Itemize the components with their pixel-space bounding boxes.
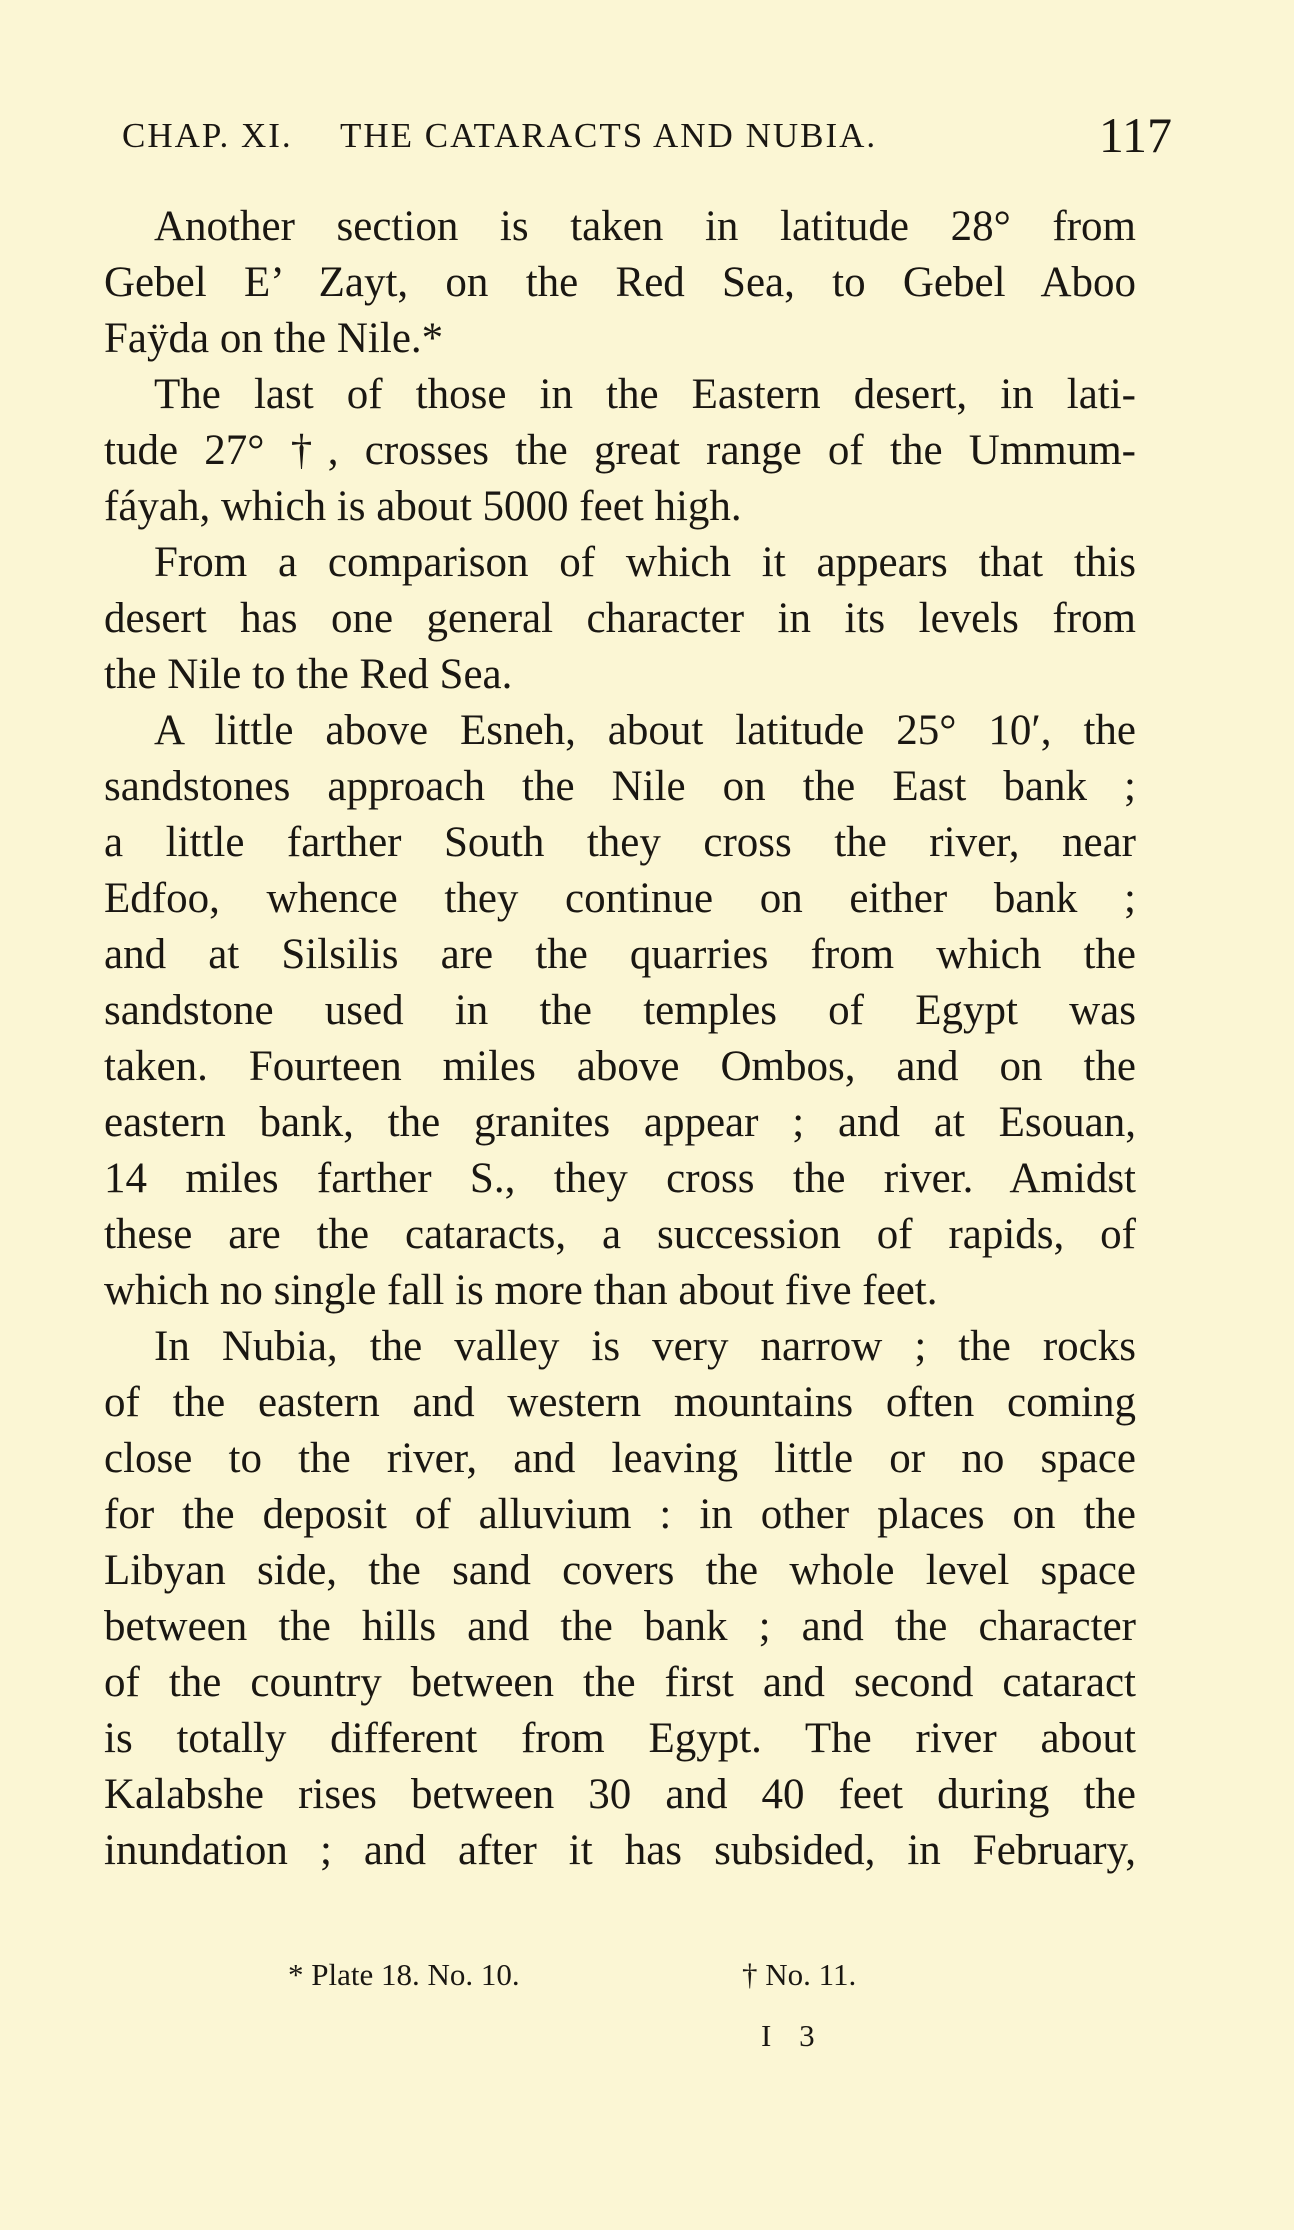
text-line: eastern bank, the granites appear ; and at Esouan, xyxy=(104,1099,1136,1146)
text-line: Gebel E’ Zayt, on the Red Sea, to Gebel Aboo xyxy=(104,259,1136,306)
text-line: In Nubia, the valley is very narrow ; the rocks xyxy=(154,1323,1136,1370)
text-line: inundation ; and after it has subsided, in February, xyxy=(104,1827,1136,1874)
text-line: of the eastern and western mountains often coming xyxy=(104,1379,1136,1426)
text-line: taken. Fourteen miles above Ombos, and on the xyxy=(104,1043,1136,1090)
text-line: of the country between the first and second cataract xyxy=(104,1659,1136,1706)
text-line: and at Silsilis are the quarries from which the xyxy=(104,931,1136,978)
text-line: desert has one general character in its levels from xyxy=(104,595,1136,642)
text-line: is totally different from Egypt. The river about xyxy=(104,1715,1136,1762)
text-line: 14 miles farther S., they cross the river. Amidst xyxy=(104,1155,1136,1202)
text-line: which no single fall is more than about five feet. xyxy=(104,1267,938,1314)
text-line: Edfoo, whence they continue on either bank ; xyxy=(104,875,1136,922)
footnotes xyxy=(0,1957,1294,2007)
text-line: between the hills and the bank ; and the character xyxy=(104,1603,1136,1650)
page-number: 117 xyxy=(1098,107,1172,163)
text-line: the Nile to the Red Sea. xyxy=(104,651,513,698)
text-line: a little farther South they cross the river, near xyxy=(104,819,1136,866)
text-line: close to the river, and leaving little or no space xyxy=(104,1435,1136,1482)
text-line: Faÿda on the Nile.* xyxy=(104,315,444,362)
signature-mark: I 3 xyxy=(761,2018,825,2053)
text-line: sandstone used in the temples of Egypt was xyxy=(104,987,1136,1034)
text-line: fáyah, which is about 5000 feet high. xyxy=(104,483,742,530)
text-line: Another section is taken in latitude 28° from xyxy=(154,203,1136,250)
text-line: Kalabshe rises between 30 and 40 feet during the xyxy=(104,1771,1136,1818)
text-line: sandstones approach the Nile on the East bank ; xyxy=(104,763,1136,810)
text-line: From a comparison of which it appears that this xyxy=(154,539,1136,586)
running-head xyxy=(122,106,1172,166)
footnote-number: † No. 11. xyxy=(742,1957,857,1992)
text-line: these are the cataracts, a succession of rapids, of xyxy=(104,1211,1136,1258)
text-line: for the deposit of alluvium : in other places on the xyxy=(104,1491,1136,1538)
body-text xyxy=(104,199,1136,1879)
footnote-plate: * Plate 18. No. 10. xyxy=(288,1957,520,1992)
text-line: Libyan side, the sand covers the whole level space xyxy=(104,1547,1136,1594)
text-line: tude 27° †, crosses the great range of the Ummum- xyxy=(104,427,1136,474)
text-line: A little above Esneh, about latitude 25° 10′, the xyxy=(154,707,1136,754)
text-line: The last of those in the Eastern desert, in lati- xyxy=(154,371,1136,418)
chapter-title: THE CATARACTS AND NUBIA. xyxy=(340,116,878,155)
chapter-label: CHAP. XI. xyxy=(122,116,293,155)
